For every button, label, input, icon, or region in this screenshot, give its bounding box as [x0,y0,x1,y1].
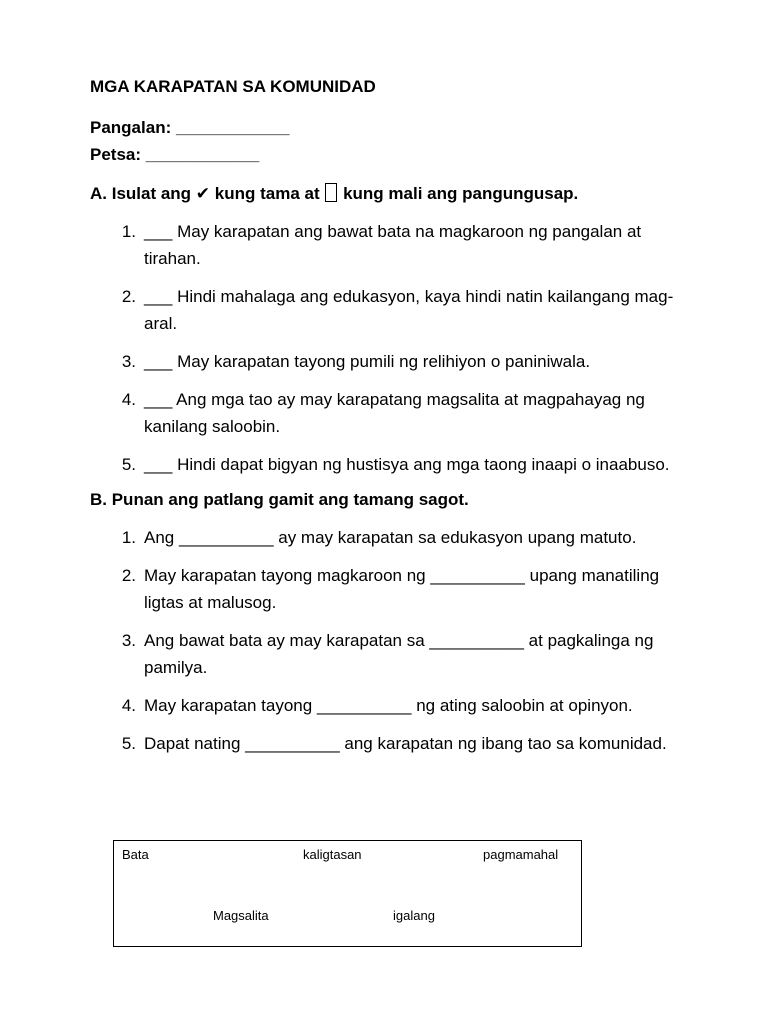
item-number: 1. [121,528,136,547]
item-text: ___ Hindi mahalaga ang edukasyon, kaya hindi natin kailangang mag-aral. [144,287,674,333]
item-number: 4. [121,696,136,715]
list-item [90,218,690,272]
name-field: Pangalan: ____________ [90,118,290,137]
word-bank-item: kaligtasan [303,847,362,862]
item-number: 1. [121,222,136,241]
section-a-list [90,218,690,478]
missing-glyph-icon [325,183,337,202]
list-item [90,562,690,616]
word-bank-item: pagmamahal [483,847,559,862]
item-number: 3. [121,352,136,371]
list-item [90,627,690,681]
item-text: ___ May karapatan tayong pumili ng relihiyon o paniniwala. [144,352,591,371]
section-a-heading-middle: kung tama at [210,184,325,203]
check-mark-icon: ✔ [195,184,211,203]
item-text: Dapat nating __________ ang karapatan ng ibang tao sa komunidad. [144,734,667,753]
section-a-heading-prefix: A. Isulat ang [90,184,196,203]
item-text: ___ Ang mga tao ay may karapatang magsalita at magpahayag ng kanilang saloobin. [144,390,645,436]
section-a-heading [90,183,690,205]
word-bank-item: igalang [393,908,435,923]
date-field: Petsa: ____________ [90,145,260,164]
list-item [90,283,690,337]
worksheet [90,76,690,768]
item-number: 2. [121,287,136,306]
word-bank-item: Magsalita [213,908,269,923]
item-text: Ang bawat bata ay may karapatan sa __________ at pagkalinga ng pamilya. [144,631,654,677]
item-text: May karapatan tayong __________ ng ating saloobin at opinyon. [144,696,633,715]
item-text: ___ Hindi dapat bigyan ng hustisya ang mga taong inaapi o inaabuso. [144,455,670,474]
list-item [90,386,690,440]
item-text: Ang __________ ay may karapatan sa edukasyon upang matuto. [144,528,637,547]
item-number: 3. [121,631,136,650]
list-item [90,451,690,478]
page-title: MGA KARAPATAN SA KOMUNIDAD [90,77,376,96]
section-a-heading-suffix: kung mali ang pangungusap. [338,184,579,203]
student-info [90,114,690,168]
word-bank-item: Bata [122,847,149,862]
item-number: 5. [121,734,136,753]
item-number: 4. [121,390,136,409]
item-number: 2. [121,566,136,585]
section-b-list [90,524,690,757]
list-item [90,348,690,375]
word-bank [113,840,582,947]
list-item [90,730,690,757]
item-text: May karapatan tayong magkaroon ng __________ upang manatiling ligtas at malusog. [144,566,660,612]
list-item [90,692,690,719]
item-text: ___ May karapatan ang bawat bata na magkaroon ng pangalan at tirahan. [144,222,642,268]
section-b-heading: B. Punan ang patlang gamit ang tamang sagot. [90,490,469,509]
item-number: 5. [121,455,136,474]
list-item [90,524,690,551]
